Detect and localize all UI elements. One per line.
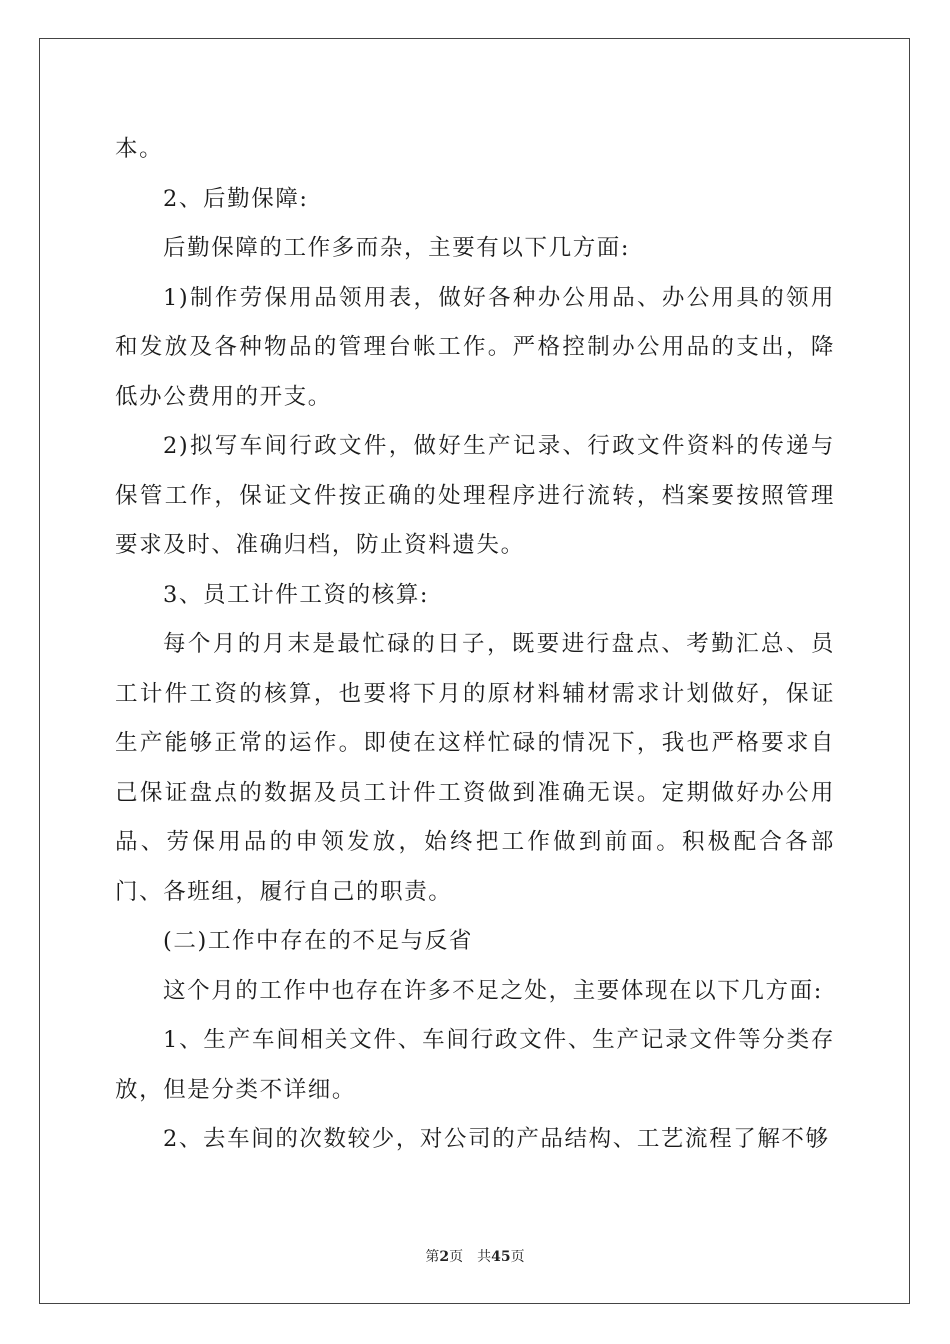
total-suffix: 页 bbox=[510, 1249, 525, 1265]
paragraph: 2、去车间的次数较少，对公司的产品结构、工艺流程了解不够 bbox=[163, 1126, 830, 1152]
document-body bbox=[115, 125, 835, 1165]
paragraph: 2)拟写车间行政文件，做好生产记录、行政文件资料的传递与保管工作，保证文件按正确的处理程序进行流转，档案要按照管理要求及时、准确归档，防止资料遗失。 bbox=[115, 433, 835, 558]
page-suffix: 页 bbox=[449, 1249, 464, 1265]
paragraph: 本。 bbox=[115, 136, 164, 162]
paragraph: 1、生产车间相关文件、车间行政文件、生产记录文件等分类存放，但是分类不详细。 bbox=[115, 1027, 835, 1103]
page-footer bbox=[0, 1246, 950, 1266]
total-prefix: 共 bbox=[477, 1249, 492, 1265]
paragraph: 1)制作劳保用品领用表，做好各种办公用品、办公用具的领用和发放及各种物品的管理台帐工作。严格控制办公用品的支出，降低办公费用的开支。 bbox=[115, 284, 835, 410]
paragraph: 后勤保障的工作多而杂，主要有以下几方面: bbox=[163, 235, 631, 261]
page-prefix: 第 bbox=[425, 1249, 440, 1265]
page-number: 2 bbox=[439, 1249, 450, 1265]
section-heading: 2、后勤保障: bbox=[163, 185, 309, 212]
paragraph: 这个月的工作中也存在许多不足之处，主要体现在以下几方面: bbox=[163, 977, 823, 1004]
total-pages: 45 bbox=[491, 1249, 511, 1265]
section-heading: 3、员工计件工资的核算: bbox=[163, 581, 430, 608]
section-heading: (二)工作中存在的不足与反省 bbox=[163, 928, 473, 954]
paragraph: 每个月的月末是最忙碌的日子，既要进行盘点、考勤汇总、员工计件工资的核算，也要将下月的原材料辅材需求计划做好，保证生产能够正常的运作。即使在这样忙碌的情况下，我也严格要求自己保证盘点的数据及员工计件工资做到准确无误。定期做好办公用品、劳保用品的申领发放，始终把工作做到前面。积极配合各部门、各班组，履行自己的职责。 bbox=[115, 631, 835, 905]
